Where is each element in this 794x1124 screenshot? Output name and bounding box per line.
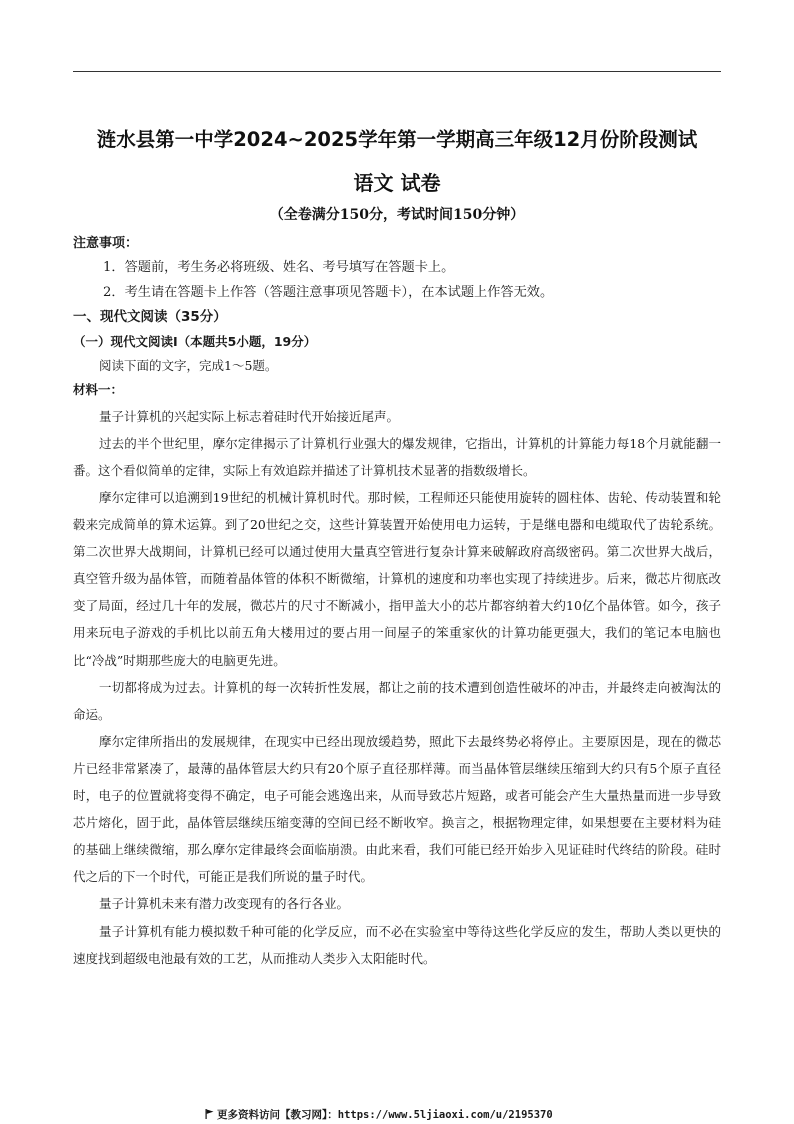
paragraph-3: 摩尔定律可以追溯到19世纪的机械计算机时代。那时候，工程师还只能使用旋转的圆柱体、齿轮、传动装置和轮毂来完成简单的算术运算。到了20世纪之交，这些计算装置开始使用电力运转，于是继电器和电缆取代了齿轮系统。第二次世界大战期间，计算机已经可以通过使用大量真空管进行复杂计算来破解政府高级密码。第二次世界大战后，真空管升级为晶体管，而随着晶体管的体积不断微缩，计算机的速度和功率也实现了持续进步。后来，微芯片彻底改变了局面，经过几十年的发展，微芯片的尺寸不断减小，指甲盖大小的芯片都容纳着大约10亿个晶体管。如今，孩子用来玩电子游戏的手机比以前五角大楼用过的要占用一间屋子的笨重家伙的计算功能更强大，我们的笔记本电脑也比“冷战”时期那些庞大的电脑更先进。: [73, 490, 721, 668]
notice-item-1: 1．答题前，考生务必将班级、姓名、考号填写在答题卡上。: [103, 260, 455, 276]
paragraph-7: 量子计算机有能力模拟数千种可能的化学反应，而不必在实验室中等待这些化学反应的发生，帮助人类以更快的速度找到超级电池最有效的工艺，从而推动人类步入太阳能时代。: [73, 923, 721, 966]
section-heading: 一、现代文阅读（35分）: [73, 309, 227, 326]
score-info: （全卷满分150分，考试时间150分钟）: [269, 207, 525, 223]
exam-title: 涟水县第一中学2024~2025学年第一学期高三年级12月份阶段测试: [96, 128, 698, 151]
footer-link[interactable]: [205, 1107, 553, 1122]
paragraph-4: 一切都将成为过去。计算机的每一次转折性发展，都让之前的技术遭到创造性破坏的冲击，并最终走向被淘汰的命运。: [73, 679, 721, 722]
footer-text: 更多资料访问【教习网】：https://www.5ljiaoxi.com/u/2195370: [217, 1109, 553, 1121]
exam-subtitle: 语文 试卷: [353, 171, 441, 195]
reading-instruction: 阅读下面的文字，完成1～5题。: [99, 357, 278, 373]
flag-icon: [205, 1109, 214, 1122]
subsection-heading: （一）现代文阅读Ⅰ（本题共5小题，19分）: [73, 333, 317, 349]
header-rule: [73, 71, 721, 72]
material-label: 材料一：: [73, 382, 124, 398]
document-body: [73, 232, 721, 972]
notice-item-2: 2．考生请在答题卡上作答（答题注意事项见答题卡），在本试题上作答无效。: [103, 284, 554, 300]
paragraph-2: 过去的半个世纪里，摩尔定律揭示了计算机行业强大的爆发规律，它指出，计算机的计算能力每18个月就能翻一番。这个看似简单的定律，实际上有效追踪并描述了计算机技术显著的指数级增长。: [73, 435, 721, 478]
paragraph-1: 量子计算机的兴起实际上标志着硅时代开始接近尾声。: [99, 408, 400, 424]
notice-title: 注意事项：: [73, 236, 139, 251]
paragraph-6: 量子计算机未来有潜力改变现有的各行各业。: [99, 896, 350, 912]
paragraph-5: 摩尔定律所指出的发展规律，在现实中已经出现放缓趋势，照此下去最终势必将停止。主要原因是，现在的微芯片已经非常紧凑了，最薄的晶体管层大约只有20个原子直径那样薄。而当晶体管层继续压缩到大约只有5个原子直径时，电子的位置就将变得不确定，电子可能会逃逸出来，从而导致芯片短路，或者可能会产生大量热量而进一步导致芯片熔化，固于此，晶体管层继续压缩变薄的空间已经不断收窄。换言之，根据物理定律，如果想要在主要材料为硅的基础上继续微缩，那么摩尔定律最终会面临崩溃。由此来看，我们可能已经开始步入见证硅时代终结的阶段。硅时代之后的下一个时代，可能正是我们所说的量子时代。: [73, 733, 721, 885]
